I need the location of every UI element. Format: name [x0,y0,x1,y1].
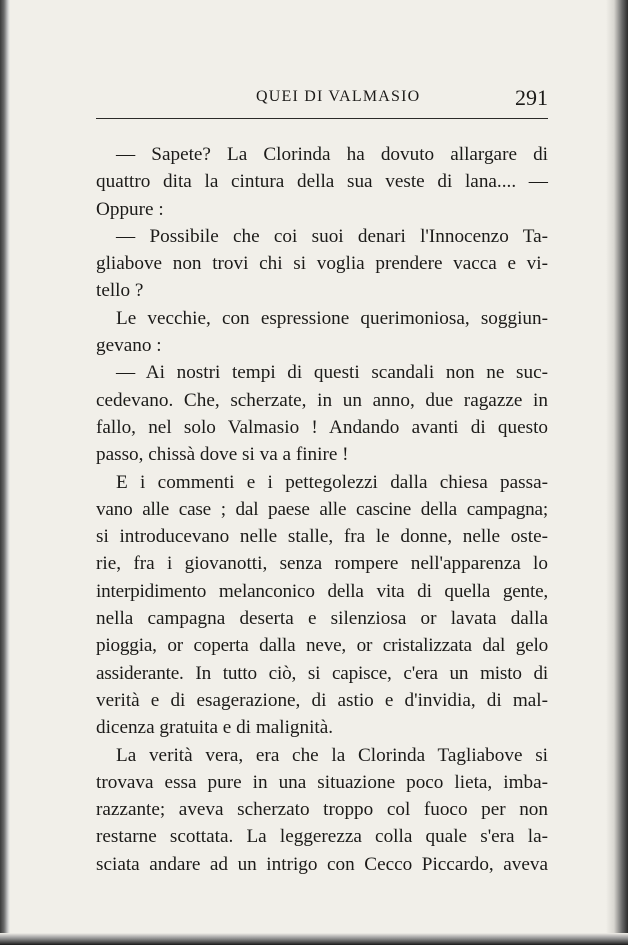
text-line: si introducevano nelle stalle, fra le donne, nelle oste- [96,526,548,548]
text-line: gevano : [96,335,162,357]
text-line: E i commenti e i pettegolezzi dalla chiesa passa- [116,471,548,493]
text-line: rie, fra i giovanotti, senza rompere nell'apparenza lo [96,553,548,575]
text-line: verità e di esagerazione, di astio e d'invidia, di mal- [96,689,548,711]
text-line: — Sapete? La Clorinda ha dovuto allargare di [116,144,548,165]
text-line: La verità vera, era che la Clorinda Tagliabove si [116,744,548,766]
page-header [96,85,548,112]
text-line: tello ? [96,280,144,302]
text-line: nella campagna deserta e silenziosa or lavata dalla [96,608,548,630]
text-line: — Ai nostri tempi di questi scandali non ne suc- [116,362,548,384]
header-rule [96,118,548,119]
text-line: cedevano. Che, scherzate, in un anno, due ragazze in [96,389,548,411]
text-line: — Possibile che coi suoi denari l'Innocenzo Ta- [116,225,548,247]
page-right-edge-shadow [606,0,628,945]
text-line: gliabove non trovi chi si voglia prendere vacca e vi- [96,253,548,275]
text-line: assiderante. In tutto ciò, si capisce, c'era un misto di [96,662,548,684]
text-line: restarne scottata. La leggerezza colla quale s'era la- [96,826,548,848]
text-line: fallo, nel solo Valmasio ! Andando avanti di questo [96,416,548,438]
text-line: Oppure : [96,198,164,220]
running-title: QUEI DI VALMASIO [256,88,421,105]
text-line: quattro dita la cintura della sua veste di lana.... — [96,171,548,193]
page-number: 291 [515,85,548,110]
text-line: dicenza gratuita e di malignità. [96,717,334,739]
text-line: pioggia, or coperta dalla neve, or cristalizzata dal gelo [96,635,548,657]
text-line: passo, chissà dove si va a finire ! [96,444,349,466]
text-line: interpidimento melanconico della vita di quella gente, [96,580,548,602]
text-line: trovava essa pure in una situazione poco lieta, imba- [96,771,548,793]
body-text [96,141,548,878]
text-line: vano alle case ; dal paese alle cascine della campagna; [96,498,548,520]
text-line: razzante; aveva scherzato troppo col fuoco per non [96,799,548,821]
text-line: sciata andare ad un intrigo con Cecco Piccardo, aveva [96,853,548,875]
page-bottom-edge-shadow [0,933,628,945]
text-line: Le vecchie, con espressione querimoniosa, soggiun- [116,307,548,329]
page-left-edge-shadow [0,0,10,945]
